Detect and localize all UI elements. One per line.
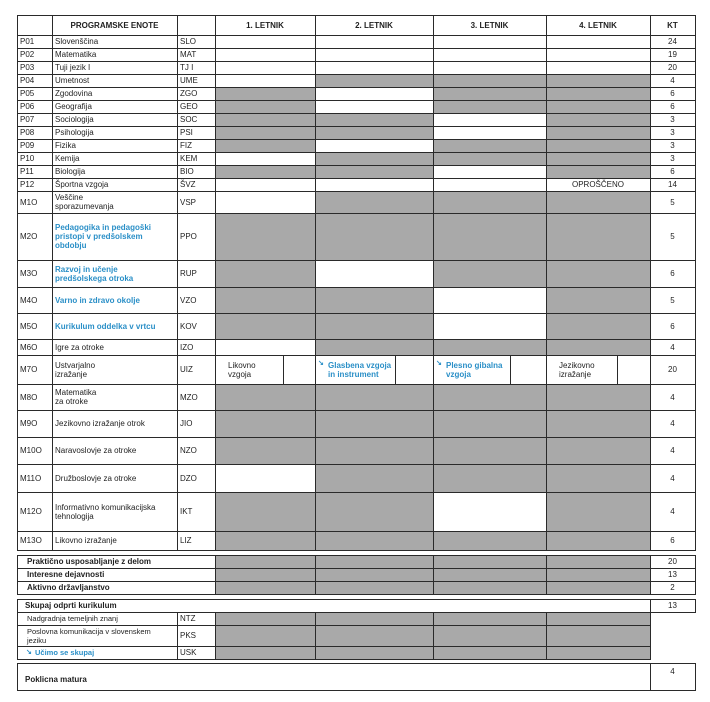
- year-cell: [433, 555, 547, 569]
- year-cell: [433, 152, 547, 166]
- year-cell: [215, 126, 316, 140]
- year-cell: [315, 74, 434, 88]
- year-cell: [215, 464, 316, 493]
- year-cell: [546, 48, 651, 62]
- row-code: P11: [20, 167, 34, 176]
- row-code: M8O: [20, 392, 38, 402]
- row-kt: 3: [670, 154, 675, 163]
- row-code: P10: [20, 154, 35, 163]
- year-cell: [433, 87, 547, 101]
- row-abbr: BIO: [180, 167, 194, 176]
- row-code: M10O: [20, 446, 42, 455]
- split-cell-blank: [395, 355, 434, 385]
- row-name: Fizika: [55, 141, 76, 150]
- year-cell: [215, 646, 316, 660]
- year-cell: [315, 287, 434, 314]
- year-cell: [315, 625, 434, 647]
- year-cell: [215, 35, 316, 49]
- header-abbr-cell: [177, 15, 216, 36]
- year-cell: [546, 165, 651, 179]
- year-cell: [315, 48, 434, 62]
- year-cell: [546, 260, 651, 288]
- header-year-label: 2. LETNIK: [355, 20, 393, 30]
- year-cell: [215, 139, 316, 153]
- year-cell: [546, 646, 651, 660]
- row-abbr: RUP: [180, 269, 197, 278]
- row-code: P05: [20, 89, 35, 98]
- year-cell: [215, 612, 316, 626]
- split-label: Glasbena vzgoja in instrument: [328, 360, 392, 379]
- row-name: Tuji jezik I: [55, 63, 91, 72]
- year-cell: [315, 646, 434, 660]
- link-icon: ↘: [318, 360, 324, 367]
- row-kt: 6: [670, 269, 675, 278]
- split-cell-blank: [283, 355, 316, 385]
- row-kt: 3: [670, 128, 675, 137]
- year-cell: [215, 87, 316, 101]
- row-abbr: IZO: [180, 342, 194, 352]
- row-kt: 4: [670, 76, 675, 85]
- year-cell: [433, 384, 547, 411]
- year-cell: [433, 646, 547, 660]
- row-code: M1O: [20, 197, 38, 207]
- header-kt-label: KT: [667, 20, 678, 30]
- year-cell: [215, 410, 316, 438]
- link-icon: ↘: [26, 649, 32, 656]
- row-code: M13O: [20, 536, 42, 545]
- row-abbr: ZGO: [180, 89, 198, 98]
- row-code: M5O: [20, 321, 38, 331]
- row-kt: 24: [668, 37, 677, 46]
- row-abbr: UME: [180, 76, 198, 85]
- open-row-abbr: USK: [180, 648, 197, 657]
- open-row-abbr: NTZ: [180, 614, 196, 623]
- year-cell: [215, 339, 316, 356]
- row-name: Ustvarjalno izražanje: [55, 360, 96, 379]
- open-row-name: Nadgradnja temeljnih znanj: [27, 614, 118, 623]
- year-cell: [315, 191, 434, 214]
- year-cell: [433, 213, 547, 261]
- year-cell: [215, 492, 316, 532]
- row-kt: 3: [670, 141, 675, 150]
- year-cell: [433, 464, 547, 493]
- row-kt: 6: [670, 167, 675, 176]
- row-name: Razvoj in učenje predšolskega otroka: [55, 264, 134, 283]
- row-abbr: SLO: [180, 37, 197, 46]
- summary-kt: 2: [670, 583, 675, 592]
- row-name: Varno in zdravo okolje: [55, 295, 140, 305]
- year-cell: [433, 35, 547, 49]
- open-row-abbr: PKS: [180, 631, 197, 640]
- year-cell: [546, 191, 651, 214]
- row-code: P01: [20, 37, 35, 46]
- row-name: Pedagogika in pedagoški pristopi v predšolskem obdobju: [55, 223, 152, 250]
- year-cell: [546, 555, 651, 569]
- row-name: Družboslovje za otroke: [55, 473, 137, 483]
- row-kt: 6: [670, 102, 675, 111]
- row-code: M2O: [20, 232, 38, 241]
- row-kt: 20: [668, 365, 677, 374]
- year-cell: [215, 48, 316, 62]
- year-cell: [215, 100, 316, 114]
- split-label: Likovno vzgoja: [228, 360, 256, 379]
- year-cell: [215, 581, 316, 595]
- year-cell: [433, 339, 547, 356]
- row-kt: 6: [670, 89, 675, 98]
- year-cell: [315, 581, 434, 595]
- row-kt: 3: [670, 115, 675, 124]
- year-cell: [546, 339, 651, 356]
- row-name: Kemija: [55, 154, 80, 163]
- row-abbr: IKT: [180, 507, 193, 516]
- year-cell: [433, 74, 547, 88]
- year-cell: [315, 531, 434, 551]
- split-cell-blank: [617, 355, 651, 385]
- row-kt: 4: [670, 392, 675, 402]
- year-cell: [433, 410, 547, 438]
- year-cell: [546, 492, 651, 532]
- header-code-cell: [17, 15, 53, 36]
- year-cell: [546, 625, 651, 647]
- header-year-label: 3. LETNIK: [470, 20, 509, 30]
- row-name: Psihologija: [55, 128, 94, 137]
- row-code: P12: [20, 180, 35, 189]
- row-kt: 5: [670, 197, 675, 207]
- year-cell: [546, 213, 651, 261]
- year-cell: [546, 113, 651, 127]
- year-cell: [315, 165, 434, 179]
- year-cell: [215, 568, 316, 582]
- year-cell: [546, 139, 651, 153]
- year-cell: [433, 313, 547, 340]
- row-name: Geografija: [55, 102, 92, 111]
- year-cell: [215, 165, 316, 179]
- row-abbr: NZO: [180, 446, 197, 455]
- year-cell: [546, 87, 651, 101]
- open-title: Skupaj odprti kurikulum: [25, 601, 117, 610]
- row-abbr: TJ I: [180, 63, 194, 72]
- row-kt: 4: [670, 446, 675, 455]
- row-name: Naravoslovje za otroke: [55, 446, 137, 455]
- year-cell: [215, 313, 316, 340]
- year-cell: [546, 437, 651, 465]
- year-cell: [315, 555, 434, 569]
- summary-label: Aktivno državljanstvo: [27, 583, 110, 592]
- year-cell: [315, 139, 434, 153]
- split-label: Jezikovno izražanje: [559, 360, 595, 379]
- year-cell: [433, 437, 547, 465]
- year-cell: [215, 113, 316, 127]
- year-cell: [433, 568, 547, 582]
- year-cell: [546, 35, 651, 49]
- row-name: Športna vzgoja: [55, 180, 109, 189]
- row-name: Matematika: [55, 50, 97, 59]
- row-abbr: DZO: [180, 473, 197, 483]
- row-code: P07: [20, 115, 35, 124]
- year-cell: [433, 625, 547, 647]
- row-code: P02: [20, 50, 35, 59]
- header-year-label: 1. LETNIK: [246, 20, 284, 30]
- year-cell: [315, 213, 434, 261]
- year-cell: [433, 165, 547, 179]
- year-cell: [215, 191, 316, 214]
- row-name: Slovenščina: [55, 37, 99, 46]
- year-cell: [315, 113, 434, 127]
- row-abbr: VSP: [180, 197, 197, 207]
- row-kt: 20: [668, 63, 677, 72]
- year-cell: [546, 464, 651, 493]
- row-code: M6O: [20, 342, 38, 352]
- row-abbr: JIO: [180, 419, 193, 428]
- year-cell: [546, 568, 651, 582]
- row-name: Biologija: [55, 167, 86, 176]
- row-kt: 4: [670, 473, 675, 483]
- year-cell: [546, 384, 651, 411]
- row-kt: 5: [670, 232, 675, 241]
- year-cell: [315, 61, 434, 75]
- summary-label: Interesne dejavnosti: [27, 570, 105, 579]
- row-code: P03: [20, 63, 35, 72]
- year-cell: [315, 126, 434, 140]
- row-name: Sociologija: [55, 115, 94, 124]
- year-cell: [215, 213, 316, 261]
- year-cell: [433, 260, 547, 288]
- year-cell: [546, 152, 651, 166]
- row-kt: 14: [668, 180, 677, 189]
- row-name: Matematika za otroke: [55, 388, 97, 406]
- year-cell: [215, 555, 316, 569]
- row-kt: 5: [670, 295, 675, 305]
- row-name: Umetnost: [55, 76, 90, 85]
- year-cell: [433, 113, 547, 127]
- year-cell: [315, 410, 434, 438]
- year-cell: [215, 74, 316, 88]
- row-code: M4O: [20, 295, 38, 305]
- row-kt: 6: [670, 536, 675, 545]
- row-code: P04: [20, 76, 35, 85]
- row-code: M3O: [20, 269, 38, 278]
- year-cell: [433, 612, 547, 626]
- year-cell: [215, 384, 316, 411]
- year-cell: [315, 87, 434, 101]
- year-cell: [546, 126, 651, 140]
- open-row-name: Učimo se skupaj: [35, 648, 95, 657]
- row-code: M12O: [20, 507, 42, 516]
- row-abbr: PPO: [180, 232, 197, 241]
- year-cell: [215, 61, 316, 75]
- year-cell: [546, 410, 651, 438]
- year-cell: [315, 437, 434, 465]
- year-cell: [546, 581, 651, 595]
- row-abbr: SOC: [180, 115, 198, 124]
- year-cell: [215, 531, 316, 551]
- year-cell: [433, 191, 547, 214]
- year-cell: [546, 61, 651, 75]
- row-name: Zgodovina: [55, 89, 93, 98]
- row-kt: 6: [670, 321, 675, 331]
- year-cell: [546, 531, 651, 551]
- year-cell: [315, 313, 434, 340]
- year-cell: [433, 178, 547, 192]
- row-name: Kurikulum oddelka v vrtcu: [55, 321, 156, 331]
- year-cell: [433, 581, 547, 595]
- row-abbr: LIZ: [180, 536, 192, 545]
- year-cell: [315, 178, 434, 192]
- row-code: M9O: [20, 419, 38, 428]
- year-cell: [215, 152, 316, 166]
- year-cell: [433, 492, 547, 532]
- summary-kt: 13: [668, 570, 677, 579]
- year-cell: [433, 287, 547, 314]
- open-row-name: Poslovna komunikacija v slovenskem jeziku: [27, 626, 151, 645]
- split-label: Plesno gibalna vzgoja: [446, 360, 503, 379]
- year-cell: [315, 339, 434, 356]
- row-code: P06: [20, 102, 35, 111]
- row-code: M11O: [20, 473, 42, 483]
- year-cell: [546, 313, 651, 340]
- row-name: Veščine sporazumevanja: [55, 193, 114, 211]
- year-cell: [546, 612, 651, 626]
- year-cell: [215, 625, 316, 647]
- row-name: Jezikovno izražanje otrok: [55, 419, 145, 428]
- matura-label: Poklicna matura: [25, 675, 87, 684]
- row-name: Informativno komunikacijska tehnologija: [55, 502, 156, 521]
- year-cell: [546, 74, 651, 88]
- row-abbr: ŠVZ: [180, 180, 196, 189]
- year-cell: [315, 464, 434, 493]
- row-name: Igre za otroke: [55, 342, 104, 352]
- matura-kt: 4: [670, 667, 675, 676]
- year-cell: [215, 178, 316, 192]
- year-cell: [546, 100, 651, 114]
- row-abbr: GEO: [180, 102, 198, 111]
- row-name: Likovno izražanje: [55, 536, 117, 545]
- year-cell: [215, 260, 316, 288]
- year-cell: [315, 100, 434, 114]
- year-cell: [433, 100, 547, 114]
- row-abbr: MZO: [180, 392, 198, 402]
- header-year-label: 4. LETNIK: [579, 20, 617, 30]
- row-code: P08: [20, 128, 35, 137]
- open-kt: 13: [668, 601, 677, 610]
- year-cell: [315, 35, 434, 49]
- row-abbr: VZO: [180, 295, 197, 305]
- year-cell: [433, 48, 547, 62]
- year-cell: [315, 612, 434, 626]
- year-cell: [215, 437, 316, 465]
- row-abbr: UIZ: [180, 365, 193, 374]
- summary-kt: 20: [668, 557, 677, 566]
- row-code: P09: [20, 141, 35, 150]
- year-cell: [433, 126, 547, 140]
- split-cell-blank: [510, 355, 547, 385]
- exempt-label: OPROŠČENO: [571, 180, 624, 189]
- row-abbr: PSI: [180, 128, 193, 137]
- row-code: M7O: [20, 365, 38, 374]
- row-kt: 4: [670, 419, 675, 428]
- year-cell: [315, 492, 434, 532]
- year-cell: [315, 260, 434, 288]
- year-cell: [315, 152, 434, 166]
- row-abbr: KOV: [180, 321, 197, 331]
- header-title: PROGRAMSKE ENOTE: [70, 20, 159, 30]
- year-cell: [546, 287, 651, 314]
- link-icon: ↘: [436, 360, 442, 367]
- year-cell: [215, 287, 316, 314]
- row-abbr: KEM: [180, 154, 198, 163]
- row-kt: 4: [670, 507, 675, 516]
- year-cell: [433, 61, 547, 75]
- row-abbr: MAT: [180, 50, 197, 59]
- row-abbr: FIZ: [180, 141, 192, 150]
- year-cell: [433, 531, 547, 551]
- row-kt: 19: [668, 50, 677, 59]
- year-cell: [315, 568, 434, 582]
- row-kt: 4: [670, 342, 675, 352]
- summary-label: Praktično usposabljanje z delom: [27, 557, 152, 566]
- year-cell: [433, 139, 547, 153]
- year-cell: [315, 384, 434, 411]
